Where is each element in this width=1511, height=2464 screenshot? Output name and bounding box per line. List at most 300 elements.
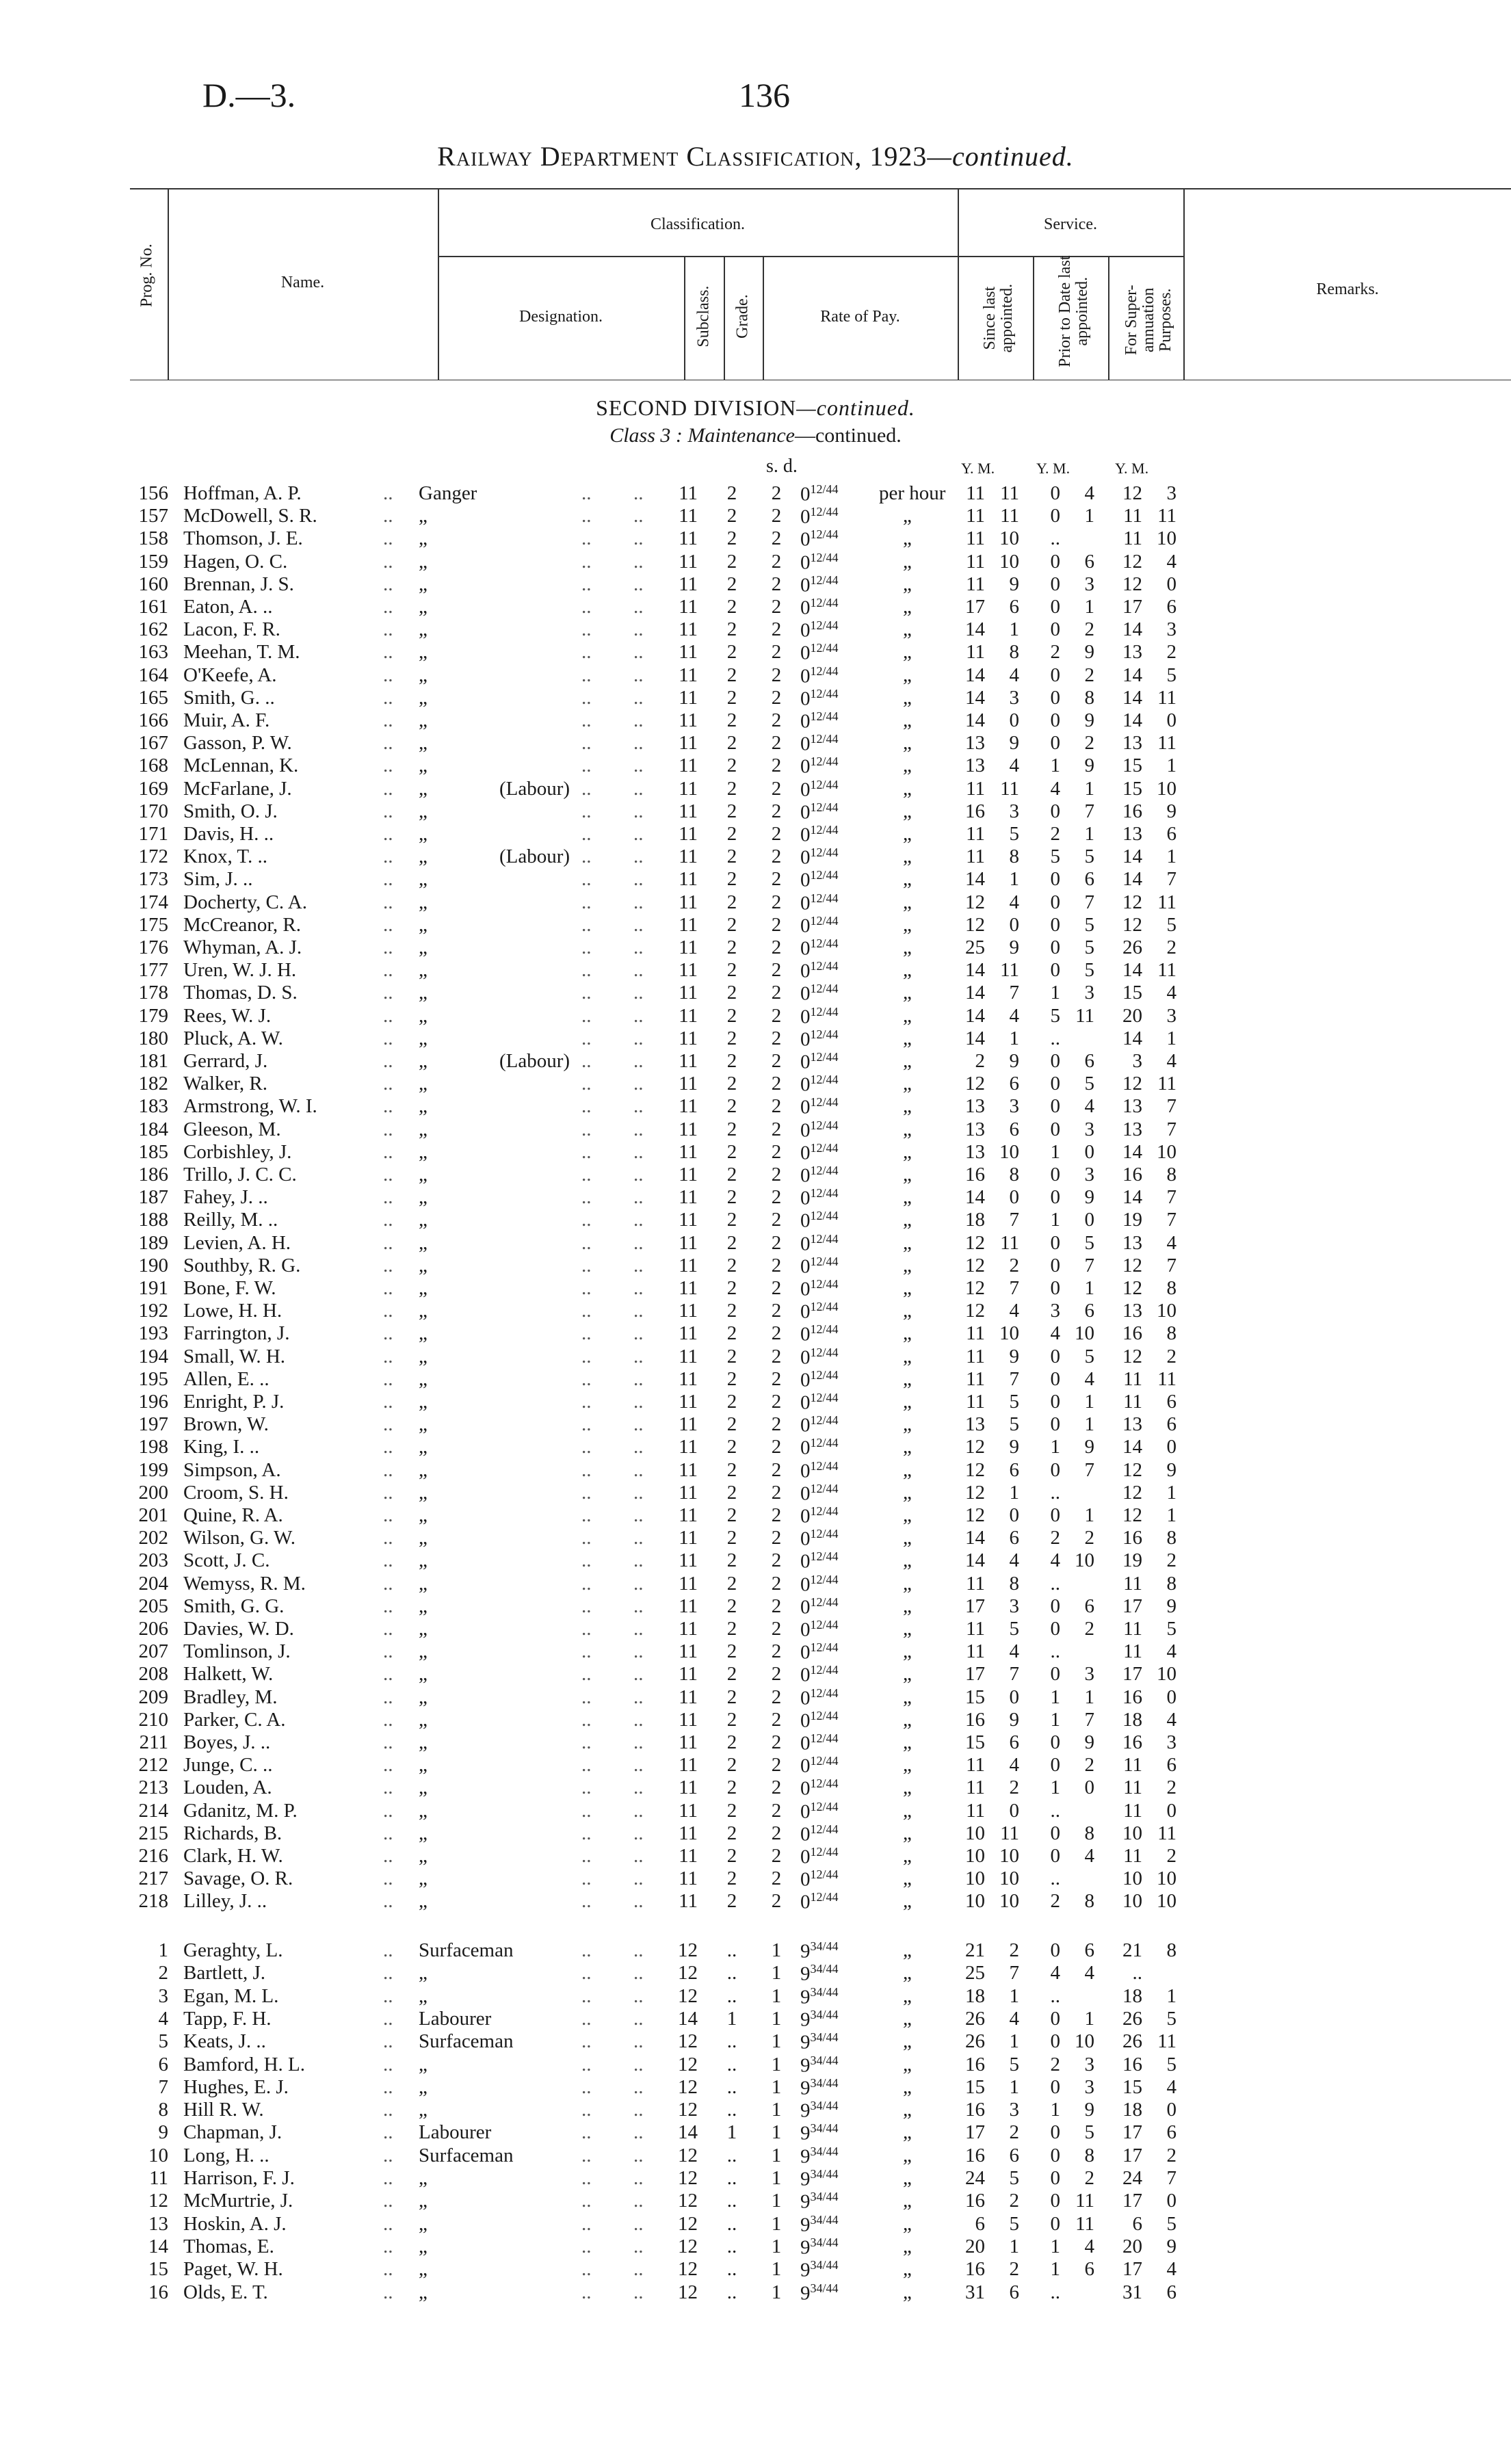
designation: „ [419, 2053, 428, 2075]
grade: 2 [726, 1481, 737, 1504]
employee-name: McLennan, K. [183, 755, 299, 777]
pence-whole: 0 [800, 1551, 811, 1573]
rate-shillings: 2 [771, 732, 782, 755]
pence-fraction: 12/44 [810, 1481, 839, 1495]
since-months: 9 [1009, 936, 1019, 958]
pence-whole: 0 [800, 1437, 811, 1460]
table-row [0, 2190, 1511, 2212]
leader-dots: .. [633, 686, 644, 709]
prog-no: 160 [138, 573, 168, 595]
prior-months: 3 [1084, 2053, 1094, 2075]
table-row [0, 1640, 1511, 1663]
prog-no: 188 [138, 1209, 168, 1231]
rate-shillings: 2 [771, 686, 782, 709]
leader-dots: .. [581, 1027, 592, 1049]
designation: Labourer [419, 2007, 492, 2030]
super-years: 14 [1122, 1436, 1142, 1458]
pence-fraction: 34/44 [810, 1984, 839, 1999]
designation: „ [419, 1504, 428, 1526]
since-years: 11 [966, 1754, 985, 1777]
since-months: 10 [999, 550, 1019, 573]
subclass: 11 [679, 1413, 698, 1436]
designation: „ [419, 1140, 428, 1163]
since-years: 13 [965, 755, 985, 777]
rate-shillings: 2 [771, 1731, 782, 1753]
leader-dots: .. [633, 1845, 644, 1867]
super-months: 7 [1166, 2167, 1177, 2189]
super-months: 2 [1166, 1549, 1177, 1572]
prior-months: 5 [1084, 846, 1094, 868]
since-years: 31 [965, 2281, 985, 2303]
since-months: 0 [1009, 1686, 1019, 1708]
since-months: 6 [1009, 1458, 1019, 1481]
prior-years: 0 [1050, 913, 1060, 936]
pence-whole: 0 [800, 529, 811, 551]
prog-no: 179 [138, 1004, 168, 1027]
subclass: 11 [679, 1367, 698, 1390]
designation: „ [419, 1367, 428, 1390]
grade: 2 [726, 686, 737, 709]
prior-years: 1 [1050, 2258, 1060, 2281]
pence-fraction: 12/44 [810, 1686, 839, 1700]
rate-shillings: 2 [771, 1708, 782, 1731]
prior-months: 4 [1084, 1367, 1094, 1390]
super-years: 15 [1122, 777, 1142, 800]
since-years: 11 [966, 1391, 985, 1413]
subclass: 12 [678, 2144, 698, 2166]
grade: 2 [726, 1663, 737, 1686]
super-months: 3 [1166, 618, 1177, 641]
pence-whole: 0 [800, 1278, 811, 1300]
designation: „ [419, 1300, 428, 1322]
rate-unit: „ [903, 1504, 912, 1526]
table-row [0, 1322, 1511, 1345]
leader-dots: .. [633, 936, 644, 958]
leader-dots: .. [383, 1231, 393, 1254]
prog-no: 164 [138, 664, 168, 686]
super-months: 10 [1157, 1867, 1177, 1890]
subclass: 11 [679, 1663, 698, 1686]
table-row [0, 1527, 1511, 1549]
prog-no: 6 [158, 2053, 168, 2075]
pence-whole: 0 [800, 1505, 811, 1528]
prior-months: 1 [1084, 505, 1094, 527]
leader-dots: .. [633, 777, 644, 800]
leader-dots: .. [581, 1799, 592, 1822]
designation: „ [419, 1527, 428, 1549]
employee-name: Hill R. W. [183, 2099, 264, 2121]
employee-name: Pluck, A. W. [183, 1027, 283, 1049]
designation-note: (Labour) [499, 1050, 570, 1072]
leader-dots: .. [581, 686, 592, 709]
prior-months: 3 [1084, 1663, 1094, 1686]
pence-whole: 0 [800, 1391, 811, 1414]
grade: .. [726, 2099, 737, 2121]
since-months: 6 [1009, 2144, 1019, 2166]
designation: „ [419, 868, 428, 891]
since-months: 4 [1009, 1754, 1019, 1777]
table-row [0, 2121, 1511, 2144]
leader-dots: .. [633, 891, 644, 913]
since-months: 2 [1009, 1254, 1019, 1276]
leader-dots: .. [383, 686, 393, 709]
leader-dots: .. [633, 959, 644, 982]
grade: 2 [726, 1640, 737, 1663]
super-years: 13 [1122, 641, 1142, 664]
leader-dots: .. [383, 959, 393, 982]
employee-name: Tomlinson, J. [183, 1640, 291, 1663]
rate-shillings: 2 [771, 641, 782, 664]
table-row [0, 732, 1511, 755]
rate-pence [800, 2030, 839, 2054]
table-row [0, 1300, 1511, 1322]
pence-fraction: 12/44 [810, 982, 839, 996]
subclass: 11 [679, 891, 698, 913]
grade: 2 [726, 1754, 737, 1777]
super-months: 2 [1166, 936, 1177, 958]
prior-months: 3 [1084, 982, 1094, 1004]
subclass: 11 [679, 1391, 698, 1413]
rate-pence [800, 1573, 839, 1597]
super-years: 15 [1122, 2075, 1142, 2098]
super-years: 16 [1122, 1322, 1142, 1345]
pence-fraction: 34/44 [810, 2212, 839, 2227]
pence-fraction: 12/44 [810, 1822, 839, 1836]
prog-no: 182 [138, 1073, 168, 1095]
designation: „ [419, 800, 428, 822]
pence-fraction: 12/44 [810, 618, 839, 633]
pence-whole: 0 [800, 1255, 811, 1278]
rate-pence [800, 1985, 839, 2009]
grade: 2 [726, 573, 737, 595]
rate-unit: „ [903, 2235, 912, 2257]
leader-dots: .. [633, 1367, 644, 1390]
leader-dots: .. [581, 2144, 592, 2166]
super-months: 11 [1157, 1073, 1177, 1095]
pence-whole: 0 [800, 483, 811, 506]
leader-dots: .. [633, 868, 644, 891]
pence-fraction: 12/44 [810, 1095, 839, 1110]
pence-fraction: 12/44 [810, 755, 839, 769]
prior-years: 1 [1050, 1777, 1060, 1799]
leader-dots: .. [633, 2258, 644, 2281]
prog-no: 187 [138, 1186, 168, 1209]
subclass: 11 [679, 1708, 698, 1731]
subclass: 11 [679, 1845, 698, 1867]
pence-fraction: 12/44 [810, 1799, 839, 1813]
leader-dots: .. [633, 1572, 644, 1595]
pence-whole: 9 [800, 2031, 811, 2054]
pence-whole: 0 [800, 574, 811, 597]
employee-name: Meehan, T. M. [183, 641, 300, 664]
subclass: 11 [679, 482, 698, 504]
designation: „ [419, 573, 428, 595]
subclass: 11 [679, 1345, 698, 1367]
prior-months: 7 [1084, 1458, 1094, 1481]
designation: „ [419, 1254, 428, 1276]
leader-dots: .. [581, 1527, 592, 1549]
super-months: 10 [1157, 1663, 1177, 1686]
pence-whole: 0 [800, 1778, 811, 1800]
leader-dots: .. [581, 732, 592, 755]
prior-years: 0 [1050, 1095, 1060, 1118]
since-months: 10 [999, 1890, 1019, 1913]
prog-no: 206 [138, 1618, 168, 1640]
grade: 2 [726, 1618, 737, 1640]
grade: 2 [726, 1209, 737, 1231]
rate-unit: „ [903, 1663, 912, 1686]
grade: 2 [726, 505, 737, 527]
prog-no: 3 [158, 1984, 168, 2007]
col-head-grade: Grade. [733, 294, 752, 339]
since-years: 11 [966, 1618, 985, 1640]
pence-whole: 9 [800, 1940, 811, 1963]
table-row [0, 2145, 1511, 2167]
designation: „ [419, 755, 428, 777]
rate-pence [800, 1164, 839, 1188]
prior-years: 0 [1050, 664, 1060, 686]
rate-pence [800, 1962, 839, 1986]
leader-dots: .. [633, 709, 644, 731]
since-years: 16 [965, 2099, 985, 2121]
col-rule [1033, 256, 1034, 380]
grade: 2 [726, 664, 737, 686]
leader-dots: .. [633, 823, 644, 845]
rate-unit: „ [903, 1686, 912, 1708]
rate-pence [800, 1504, 839, 1528]
pence-fraction: 12/44 [810, 868, 839, 882]
pence-fraction: 12/44 [810, 1731, 839, 1745]
designation: „ [419, 618, 428, 641]
rate-shillings: 2 [771, 1300, 782, 1322]
prog-no: 14 [148, 2235, 168, 2257]
table-row [0, 1255, 1511, 1277]
subclass: 14 [678, 2007, 698, 2030]
leader-dots: .. [633, 1890, 644, 1913]
prior-years: 0 [1050, 2030, 1060, 2053]
since-years: 13 [965, 1140, 985, 1163]
prior-months: 6 [1084, 1595, 1094, 1617]
pence-fraction: 12/44 [810, 1231, 839, 1246]
super-years: 17 [1122, 2144, 1142, 2166]
employee-name: Eaton, A. .. [183, 596, 273, 618]
since-months: 9 [1009, 1436, 1019, 1458]
employee-name: Paget, W. H. [183, 2258, 283, 2281]
subclass: 11 [679, 1754, 698, 1777]
leader-dots: .. [581, 527, 592, 550]
leader-dots: .. [581, 1367, 592, 1390]
super-years: 14 [1122, 618, 1142, 641]
rate-pence [800, 482, 839, 506]
since-months: 1 [1009, 1984, 1019, 2007]
employee-name: Simpson, A. [183, 1458, 281, 1481]
pence-whole: 0 [800, 1596, 811, 1618]
since-months: 5 [1009, 1391, 1019, 1413]
super-years: 13 [1122, 732, 1142, 755]
leader-dots: .. [383, 1939, 393, 1961]
designation: „ [419, 891, 428, 913]
prog-no: 159 [138, 550, 168, 573]
designation: „ [419, 982, 428, 1004]
leader-dots: .. [383, 846, 393, 868]
since-years: 14 [965, 1027, 985, 1049]
since-months: 1 [1009, 1481, 1019, 1504]
leader-dots: .. [633, 618, 644, 641]
employee-name: Egan, M. L. [183, 1984, 279, 2007]
since-months: 3 [1009, 686, 1019, 709]
grade: 2 [726, 1504, 737, 1526]
since-years: 14 [965, 1549, 985, 1572]
rate-pence [800, 1890, 839, 1914]
super-months: 8 [1166, 1572, 1177, 1595]
table-row [0, 1777, 1511, 1799]
pence-fraction: 12/44 [810, 596, 839, 610]
since-years: 17 [965, 2121, 985, 2144]
designation: „ [419, 1322, 428, 1345]
rate-pence [800, 596, 839, 620]
col-head-prog-no: Prog. No. [137, 244, 156, 307]
super-years: 11 [1123, 1572, 1142, 1595]
prior-months: 5 [1084, 936, 1094, 958]
super-years: 14 [1122, 868, 1142, 891]
rate-pence [800, 1413, 839, 1437]
subclass: 11 [679, 1118, 698, 1140]
pence-fraction: 12/44 [810, 709, 839, 723]
super-years: 12 [1122, 1345, 1142, 1367]
leader-dots: .. [383, 2167, 393, 2189]
rate-unit: „ [903, 641, 912, 664]
employee-name: Gerrard, J. [183, 1050, 268, 1072]
since-months: 7 [1009, 1663, 1019, 1686]
prog-no: 10 [148, 2144, 168, 2166]
leader-dots: .. [383, 1164, 393, 1185]
pence-whole: 0 [800, 1006, 811, 1028]
designation: „ [419, 959, 428, 982]
prior-years: 1 [1050, 982, 1060, 1004]
leader-dots: .. [383, 1027, 393, 1049]
prior-years: 0 [1050, 1254, 1060, 1276]
subclass: 11 [679, 1867, 698, 1890]
rate-unit: „ [903, 1777, 912, 1799]
since-years: 14 [965, 618, 985, 641]
super-years: 16 [1122, 800, 1142, 822]
prog-no: 163 [138, 641, 168, 664]
designation: „ [419, 1867, 428, 1890]
table-row [0, 846, 1511, 868]
leader-dots: .. [581, 1939, 592, 1961]
pence-fraction: 12/44 [810, 686, 839, 700]
since-months: 5 [1009, 2167, 1019, 2189]
leader-dots: .. [383, 1845, 393, 1867]
since-months: 1 [1009, 1027, 1019, 1049]
designation: „ [419, 1962, 428, 1984]
pence-whole: 0 [800, 619, 811, 642]
employee-name: Davies, W. D. [183, 1618, 294, 1640]
pence-fraction: 12/44 [810, 1572, 839, 1586]
pence-whole: 0 [800, 1414, 811, 1437]
rate-pence [800, 2281, 839, 2305]
rate-shillings: 2 [771, 982, 782, 1004]
super-years: 13 [1122, 1118, 1142, 1140]
pence-fraction: 34/44 [810, 2053, 839, 2067]
table-row [0, 2213, 1511, 2236]
super-years: 14 [1122, 709, 1142, 731]
rate-unit: „ [903, 846, 912, 868]
pence-fraction: 34/44 [810, 2144, 839, 2158]
employee-name: Gdanitz, M. P. [183, 1799, 298, 1822]
pence-fraction: 12/44 [810, 1549, 839, 1564]
prior-years: 0 [1050, 2167, 1060, 2189]
rate-pence [800, 2008, 839, 2032]
leader-dots: .. [383, 1686, 393, 1708]
leader-dots: .. [581, 573, 592, 595]
since-years: 15 [965, 1731, 985, 1753]
leader-dots: .. [633, 1300, 644, 1322]
subclass: 11 [679, 1095, 698, 1118]
grade: 2 [726, 1413, 737, 1436]
grade: 2 [726, 1799, 737, 1822]
employee-name: McCreanor, R. [183, 913, 301, 936]
prior-years: 0 [1050, 2075, 1060, 2098]
designation: „ [419, 664, 428, 686]
leader-dots: .. [633, 2167, 644, 2189]
document-reference: D.—3. [202, 76, 296, 114]
leader-dots: .. [383, 1391, 393, 1413]
super-months: 9 [1166, 1595, 1177, 1617]
employee-name: Hoskin, A. J. [183, 2212, 287, 2235]
rate-unit: „ [903, 1595, 912, 1617]
since-months: 2 [1009, 2121, 1019, 2144]
designation: „ [419, 1799, 428, 1822]
table-row [0, 1686, 1511, 1709]
super-years: 19 [1122, 1549, 1142, 1572]
rate-pence [800, 1754, 839, 1778]
grade: 1 [726, 2007, 737, 2030]
employee-name: Hoffman, A. P. [183, 482, 302, 504]
leader-dots: .. [581, 823, 592, 845]
subclass: 11 [679, 755, 698, 777]
grade: .. [726, 2030, 737, 2053]
super-months: 4 [1166, 1640, 1177, 1663]
since-months: 7 [1009, 982, 1019, 1004]
rate-shillings: 2 [771, 1345, 782, 1367]
designation: „ [419, 1186, 428, 1209]
table-row [0, 1118, 1511, 1141]
rate-unit: „ [903, 2212, 912, 2235]
prior-years: 5 [1050, 846, 1060, 868]
pence-whole: 9 [800, 2054, 811, 2077]
prior-months: 5 [1084, 913, 1094, 936]
super-years: 12 [1122, 891, 1142, 913]
prog-no: 189 [138, 1231, 168, 1254]
prior-years: 0 [1050, 1731, 1060, 1753]
since-months: 9 [1009, 573, 1019, 595]
leader-dots: .. [633, 482, 644, 504]
pence-fraction: 12/44 [810, 823, 839, 837]
rate-unit: „ [903, 1822, 912, 1844]
designation: „ [419, 1686, 428, 1708]
table-row [0, 1413, 1511, 1436]
super-years: 10 [1122, 1890, 1142, 1913]
since-months: 0 [1009, 1504, 1019, 1526]
super-years: 12 [1122, 482, 1142, 504]
super-years: 26 [1122, 2030, 1142, 2053]
designation: „ [419, 1073, 428, 1095]
pence-fraction: 12/44 [810, 1618, 839, 1631]
leader-dots: .. [383, 1481, 393, 1504]
super-years: 24 [1122, 2167, 1142, 2189]
pence-whole: 0 [800, 1823, 811, 1846]
